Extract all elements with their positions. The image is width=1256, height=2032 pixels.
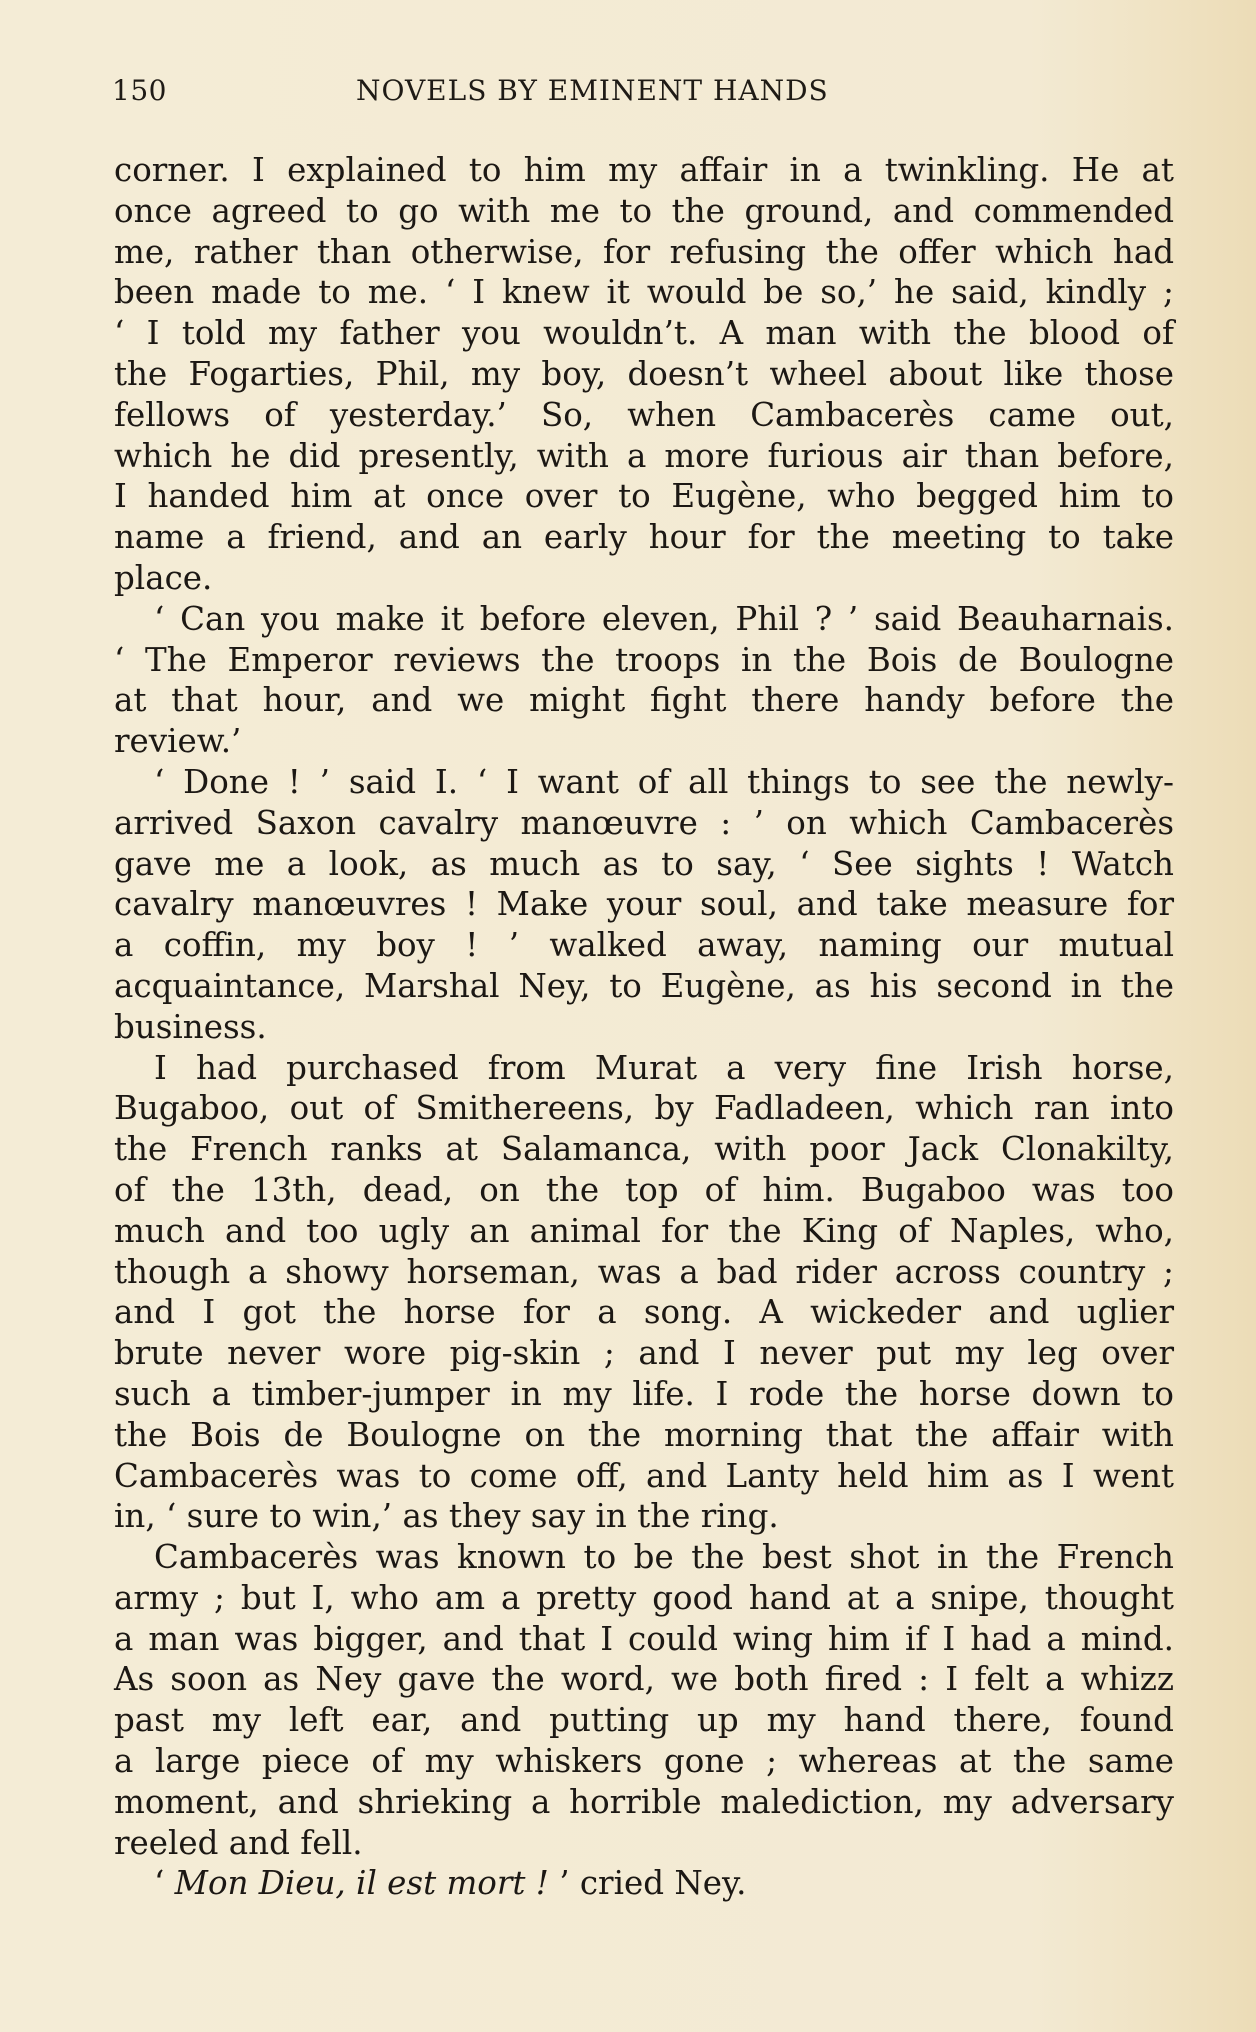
text-line: in, ‘ sure to win,’ as they say in the ring. [114, 1497, 779, 1536]
text-line: at that hour, and we might fight there handy before the [114, 681, 1174, 720]
text-line-final [114, 1863, 1174, 1904]
text-line: arrived Saxon cavalry manœuvre : ’ on which Cambacerès [114, 803, 1174, 842]
text-line: place. [114, 558, 213, 597]
text-line: past my left ear, and putting up my hand there, found [114, 1701, 1174, 1740]
text-line: the Bois de Boulogne on the morning that the affair with [114, 1415, 1174, 1454]
text-line: the Fogarties, Phil, my boy, doesn’t wheel about like those [114, 354, 1174, 393]
text-line: I had purchased from Murat a very fine Irish horse, [154, 1048, 1174, 1087]
text-line: of the 13th, dead, on the top of him. Bugaboo was too [114, 1170, 1174, 1209]
text-line: acquaintance, Marshal Ney, to Eugène, as his second in the [114, 966, 1174, 1005]
text-line: name a friend, and an early hour for the meeting to take [114, 518, 1174, 557]
text-line: which he did presently, with a more furious air than before, [114, 436, 1174, 475]
text-line: business. [114, 1007, 267, 1046]
running-title: NOVELS BY EMINENT HANDS [356, 74, 829, 107]
text-line: gave me a look, as much as to say, ‘ See sights ! Watch [114, 844, 1174, 883]
text-line: once agreed to go with me to the ground, and commended [114, 191, 1174, 230]
text-line: As soon as Ney gave the word, we both fired : I felt a whizz [114, 1660, 1174, 1699]
text-line: such a timber-jumper in my life. I rode the horse down to [114, 1374, 1174, 1413]
final-line-rest: ’ cried Ney. [548, 1864, 747, 1903]
text-line: ‘ Done ! ’ said I. ‘ I want of all things to see the newly- [154, 762, 1174, 801]
page-number: 150 [112, 74, 167, 107]
body-text [114, 150, 1174, 1904]
text-line: a coffin, my boy ! ’ walked away, naming our mutual [114, 926, 1174, 965]
text-line: ‘ Can you make it before eleven, Phil ? ’ said Beauharnais. [154, 599, 1174, 638]
text-line: Cambacerès was known to be the best shot in the French [154, 1538, 1174, 1577]
text-line: been made to me. ‘ I knew it would be so,’ he said, kindly ; [114, 273, 1174, 312]
text-line: and I got the horse for a song. A wickeder and uglier [114, 1293, 1174, 1332]
text-line: me, rather than otherwise, for refusing the offer which had [114, 232, 1174, 271]
italic-phrase: Mon Dieu, il est mort ! [174, 1864, 549, 1903]
page-header [112, 74, 1172, 114]
text-line: Bugaboo, out of Smithereens, by Fadladeen, which ran into [114, 1089, 1174, 1128]
text-line: fellows of yesterday.’ So, when Cambacerès came out, [114, 395, 1174, 434]
text-line: moment, and shrieking a horrible malediction, my adversary [114, 1782, 1174, 1821]
final-open-quote: ‘ [154, 1864, 175, 1903]
text-line: reeled and fell. [114, 1823, 363, 1862]
text-line: cavalry manœuvres ! Make your soul, and take measure for [114, 885, 1174, 924]
text-line: a man was bigger, and that I could wing him if I had a mind. [114, 1619, 1174, 1658]
text-line: the French ranks at Salamanca, with poor Jack Clonakilty, [114, 1130, 1174, 1169]
text-line: army ; but I, who am a pretty good hand at a snipe, thought [114, 1578, 1174, 1617]
text-line: brute never wore pig-skin ; and I never put my leg over [114, 1334, 1174, 1373]
text-line: though a showy horseman, was a bad rider across country ; [114, 1252, 1174, 1291]
text-line: much and too ugly an animal for the King of Naples, who, [114, 1211, 1174, 1250]
text-line: ‘ The Emperor reviews the troops in the Bois de Boulogne [114, 640, 1174, 679]
text-line: ‘ I told my father you wouldn’t. A man with the blood of [114, 314, 1174, 353]
text-line: review.’ [114, 722, 242, 761]
text-line: a large piece of my whiskers gone ; whereas at the same [114, 1742, 1174, 1781]
text-line: Cambacerès was to come off, and Lanty held him as I went [114, 1456, 1174, 1495]
text-line: I handed him at once over to Eugène, who begged him to [114, 477, 1174, 516]
text-line: corner. I explained to him my affair in a twinkling. He at [114, 151, 1174, 189]
